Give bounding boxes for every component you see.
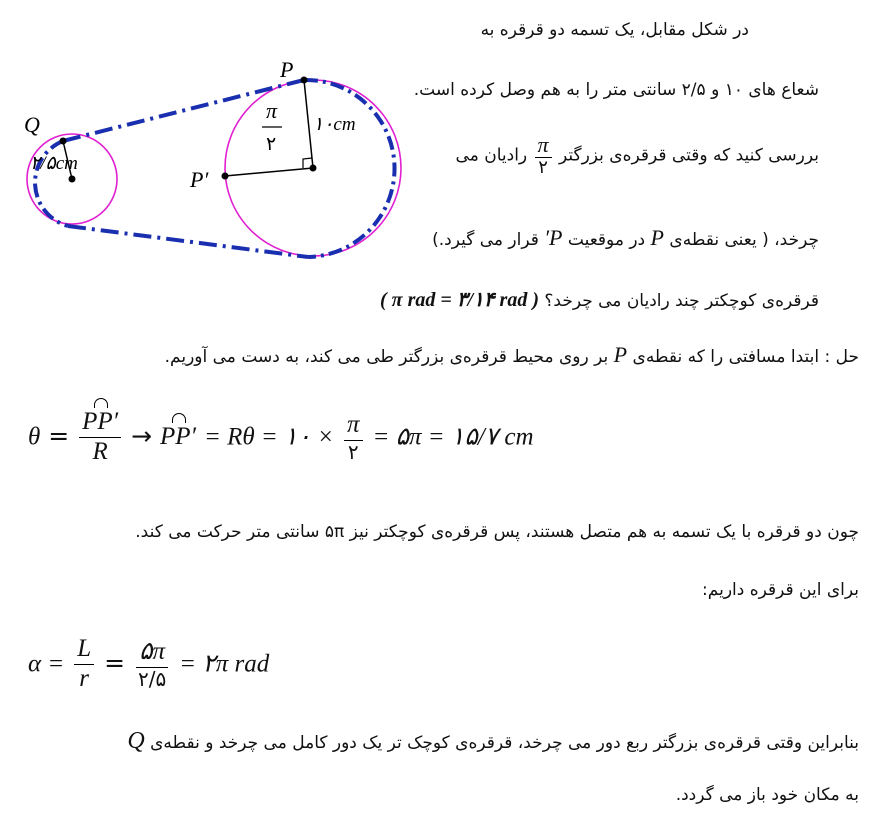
label-small-radius: ۲/۵cm: [30, 153, 78, 174]
eq1-arrow: →: [131, 421, 153, 451]
small-center: [69, 176, 76, 183]
solution-intro-part-a: حل : ابتدا مسافتی را که نقطه‌ی: [632, 347, 859, 367]
belt-arc-big: [304, 80, 395, 257]
eq2-fraction-2: [135, 638, 169, 691]
problem-line-4: [432, 225, 819, 251]
eq2-fraction-1: [74, 635, 94, 694]
point-P-prime: [222, 173, 229, 180]
eq2-numerator: ۵π: [136, 638, 168, 668]
var-P-prime: P′: [544, 225, 563, 250]
eq1-equals: =: [48, 421, 70, 451]
label-P: P: [280, 57, 294, 82]
quarter-turn-fraction: [535, 132, 552, 179]
eq1-fraction-2-num: π: [344, 411, 363, 441]
fraction-numerator: π: [535, 132, 552, 158]
eq2-L: L: [74, 635, 94, 665]
problem-line-4-part-b: در موقعیت: [567, 230, 646, 250]
eq2-equals: =: [104, 648, 126, 678]
eq2-result: = ۲π rad: [179, 650, 270, 678]
solution-paragraph-4-text: بنابراین وقتی قرقره‌ی بزرگتر ربع دور می چرخد، قرقره‌ی کوچک تر یک دور کامل می چرخد و نقطه‌ی: [150, 733, 859, 753]
problem-line-4-part-c: قرار می گیرد.): [432, 230, 539, 250]
solution-paragraph-3: برای این قرقره داریم:: [702, 580, 859, 600]
var-P: P: [650, 225, 664, 250]
problem-line-3-part-b: رادیان می: [455, 145, 528, 166]
eq1-fraction-2-den: ۲: [347, 439, 359, 464]
var-P-solution: P: [613, 342, 628, 367]
eq1-theta: θ: [28, 423, 41, 451]
solution-intro: [165, 342, 859, 368]
arc-PP-prime-2: PP′: [160, 423, 197, 451]
eq1-rhs: = Rθ = ۱۰ ×: [203, 423, 335, 451]
problem-line-3: [456, 132, 819, 179]
label-Q: Q: [24, 112, 40, 137]
big-center: [310, 165, 317, 172]
label-P-prime: P′: [190, 167, 209, 192]
point-P: [301, 77, 308, 84]
radius-P: [304, 80, 313, 168]
var-Q: Q: [127, 728, 145, 754]
equation-1: [28, 408, 534, 467]
pulley-figure: [10, 55, 405, 260]
eq1-radius: R: [92, 437, 108, 465]
solution-paragraph-2: چون دو قرقره با یک تسمه به هم متصل هستند، پس قرقره‌ی کوچکتر نیز ۵π سانتی متر حرکت می کند.: [135, 522, 859, 542]
problem-line-4-part-a: چرخد، ( یعنی نقطه‌ی: [669, 230, 819, 250]
pulley-diagram: [10, 55, 405, 260]
eq1-fraction-2: [344, 411, 363, 464]
equation-2: [28, 635, 269, 694]
eq1-fraction: [79, 408, 121, 467]
solution-paragraph-5: به مکان خود باز می گردد.: [675, 785, 859, 805]
problem-line-3-part-a: بررسی کنید که وقتی قرقره‌ی بزرگتر: [558, 145, 819, 166]
label-big-radius: ۱۰cm: [313, 114, 356, 135]
problem-question: قرقره‌ی کوچکتر چند رادیان می چرخد؟: [544, 291, 819, 311]
eq1-result: = ۵π = ۱۵/۷ cm: [372, 423, 534, 451]
solution-paragraph-4: [127, 728, 859, 755]
solution-intro-part-b: بر روی محیط قرقره‌ی بزرگتر طی می کند، به دست می آوریم.: [164, 347, 609, 367]
angle-denominator: ۲: [266, 134, 277, 155]
radius-P-prime: [225, 168, 313, 176]
angle-numerator: π: [266, 98, 278, 123]
fraction-denominator: ۲: [538, 157, 548, 179]
eq2-r: r: [79, 664, 90, 692]
arc-PP-prime: PP′: [79, 408, 121, 438]
problem-line-2: شعاع های ۱۰ و ۲/۵ سانتی متر را به هم وصل کرده است.: [413, 80, 819, 100]
eq2-alpha: α =: [28, 650, 65, 678]
eq2-denominator: ۲/۵: [137, 666, 167, 691]
problem-line-1: در شکل مقابل، یک تسمه دو قرقره به: [480, 20, 749, 40]
point-Q: [60, 138, 67, 145]
belt-bottom: [68, 226, 308, 257]
pi-note: ( π rad = ۳/۱۴ rad ): [380, 289, 539, 311]
problem-line-5: [380, 287, 819, 312]
